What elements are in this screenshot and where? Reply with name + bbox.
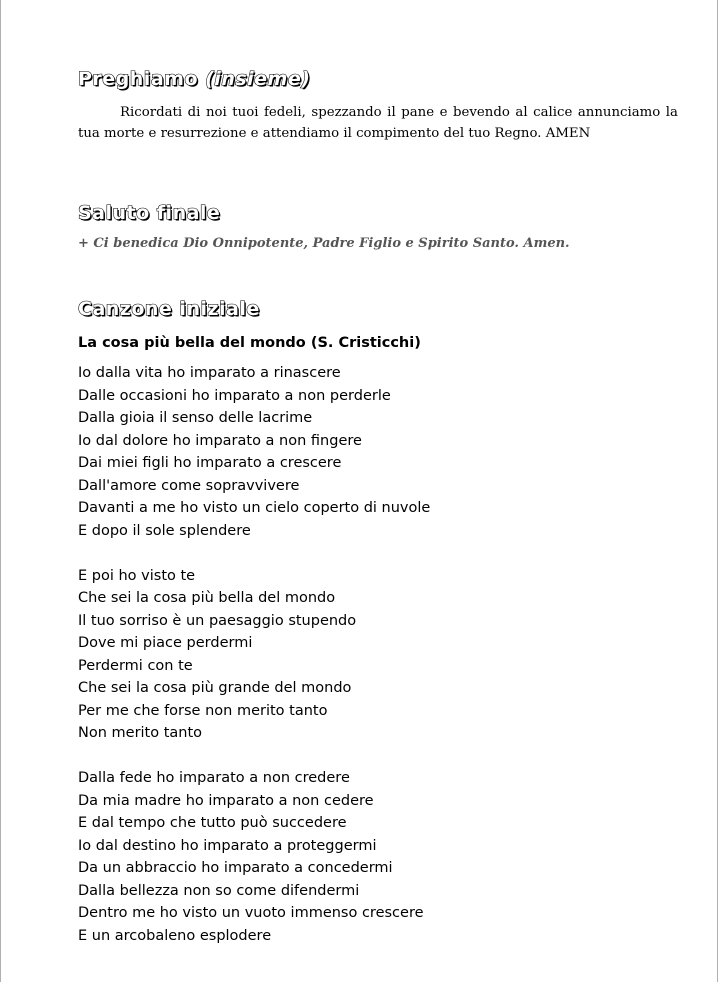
lyric-line: E un arcobaleno esplodere <box>78 927 272 944</box>
lyric-line: E dopo il sole splendere <box>78 522 251 539</box>
lyric-line: E dal tempo che tutto può succedere <box>78 815 347 831</box>
lyric-line: Dove mi piace perdermi <box>78 635 253 651</box>
lyric-line: Il tuo sorriso è un paesaggio stupendo <box>78 612 357 629</box>
song-heading: Canzone iniziale <box>78 298 260 320</box>
farewell-heading: Saluto finale <box>78 202 221 224</box>
lyric-line: Dalla fede ho imparato a non credere <box>78 770 350 786</box>
prayer-heading-main: Preghiamo <box>78 68 198 90</box>
lyric-line: Perdermi con te <box>78 657 193 674</box>
lyric-line: Davanti a me ho visto un cielo coperto di nuvole <box>78 500 431 516</box>
lyric-line: Dall'amore come sopravvivere <box>78 477 300 494</box>
song-section <box>78 296 678 947</box>
prayer-heading-note: (insieme) <box>205 68 311 90</box>
page-content <box>78 66 678 970</box>
lyric-line: Che sei la cosa più bella del mondo <box>78 590 336 606</box>
lyric-line: E poi ho visto te <box>78 567 196 584</box>
prayer-section <box>78 66 678 144</box>
lyric-line: Io dal destino ho imparato a proteggermi <box>78 837 377 854</box>
lyric-line: Dai miei figli ho imparato a crescere <box>78 455 342 471</box>
song-lyrics <box>78 362 678 947</box>
stanza-2 <box>78 565 678 745</box>
lyric-line: Non merito tanto <box>78 725 203 741</box>
lyric-line: Che sei la cosa più grande del mondo <box>78 680 352 696</box>
song-title: La cosa più bella del mondo (S. Cristicchi) <box>78 335 421 351</box>
lyric-line: Per me che forse non merito tanto <box>78 702 328 719</box>
lyric-line: Io dalla vita ho imparato a rinascere <box>78 365 341 381</box>
lyric-line: Dentro me ho visto un vuoto immenso crescere <box>78 905 424 921</box>
prayer-heading <box>78 66 678 92</box>
farewell-section <box>78 200 678 254</box>
stanza-1 <box>78 362 678 542</box>
stanza-3 <box>78 767 678 947</box>
lyric-line: Io dal dolore ho imparato a non fingere <box>78 432 362 449</box>
lyric-line: Da un abbraccio ho imparato a concedermi <box>78 860 393 876</box>
lyric-line: Dalle occasioni ho imparato a non perderle <box>78 387 391 404</box>
lyric-line: Dalla gioia il senso delle lacrime <box>78 410 313 426</box>
lyric-line: Da mia madre ho imparato a non cedere <box>78 792 374 809</box>
blessing-text: + Ci benedica Dio Onnipotente, Padre Figlio e Spirito Santo. Amen. <box>78 236 570 251</box>
prayer-text: Ricordati di noi tuoi fedeli, spezzando il pane e bevendo al calice annunciamo la tua morte e resurrezione e attendiamo il compimento del tuo Regno. AMEN <box>78 105 678 141</box>
lyric-line: Dalla bellezza non so come difendermi <box>78 882 360 899</box>
